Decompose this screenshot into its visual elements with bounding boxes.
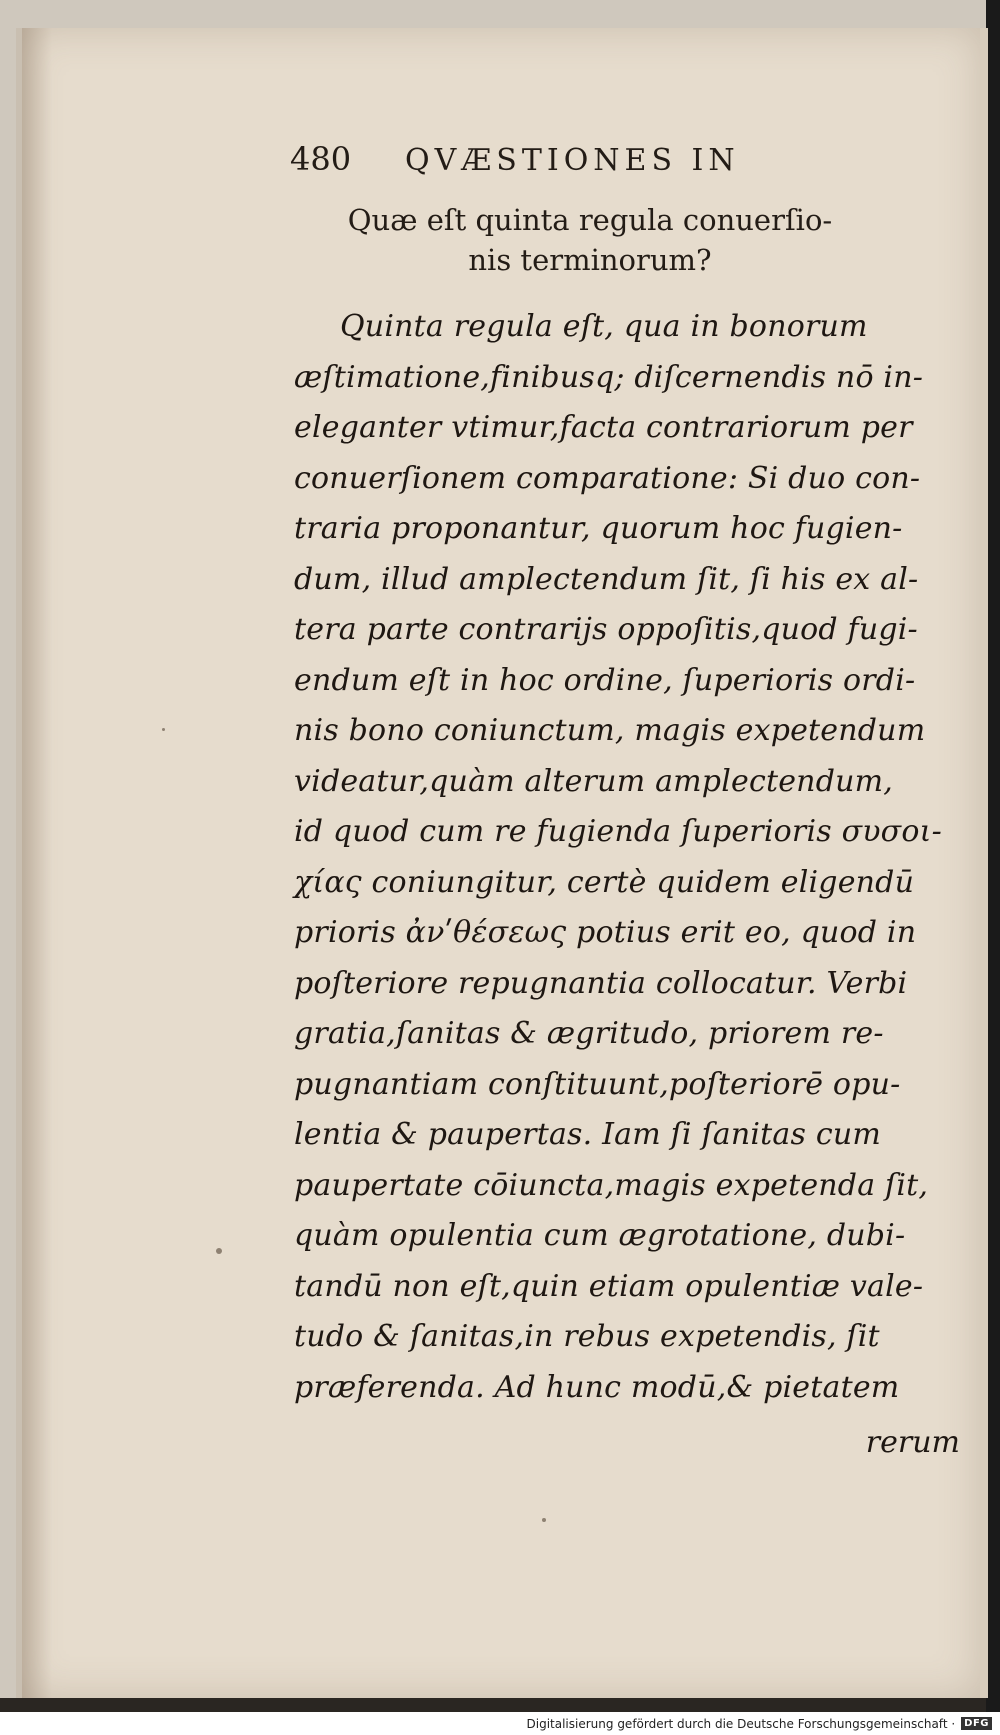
catchword: rerum [865,1425,960,1460]
text-line: gratia,ſanitas & ægritudo, priorem re- [294,1016,884,1051]
text-line: eleganter vtimur,facta contrariorum per [294,410,913,445]
text-line: χίας coniungitur, certè quidem eligendū [294,864,915,900]
paper-spot [162,728,165,731]
text-line: nis bono coniunctum, magis expetendum [294,713,926,748]
digitization-footer [0,1712,1000,1735]
question-line: Quæ eſt quinta regula conuerſio- [347,203,833,237]
scanner-edge-right [986,0,1000,1735]
text-line: tudo & ſanitas,in rebus expetendis, ſit [294,1319,880,1354]
question-heading [340,200,840,280]
running-header [290,140,850,186]
text-line: traria proponantur, quorum hoc fugien- [294,511,903,546]
question-line: nis terminorum? [468,243,712,277]
text-line: tera parte contrarijs oppoſitis,quod fugi- [294,612,918,647]
text-line: tandū non eſt,quin etiam opulentiæ vale- [294,1268,924,1304]
text-line: pugnantiam conſtituunt,poſteriorē opu- [294,1066,901,1102]
text-line: endum eſt in hoc ordine, ſuperioris ordi- [294,662,916,698]
page-number: 480 [290,140,352,178]
text-line: Quinta regula eſt, qua in bonorum [340,309,868,344]
paper-spot [542,1518,546,1522]
footer-credit: Digitalisierung gefördert durch die Deutsche Forschungsgemeinschaft · [526,1716,956,1731]
text-line: paupertate cōiuncta,magis expetenda ſit, [294,1167,929,1203]
text-line: videatur,quàm alterum amplectendum, [294,763,894,799]
text-line: præferenda. Ad hunc modū,& pietatem [294,1369,900,1405]
running-title: QVÆSTIONES IN [405,143,740,178]
scanner-edge-bottom [0,1698,986,1712]
text-line: dum, illud amplectendum ſit, ſi his ex al- [294,561,919,597]
text-line: æſtimatione,finibusq; diſcernendis nō in- [294,359,924,395]
text-line: poſteriore repugnantia collocatur. Verbi [294,965,908,1001]
text-line: conuerſionem comparatione: Si duo con- [294,460,921,496]
text-line: quàm opulentia cum ægrotatione, dubi- [294,1218,906,1253]
text-line: lentia & paupertas. Iam ſi ſanitas cum [294,1117,882,1152]
paper-spot [216,1248,222,1254]
text-line: prioris ἀνʹθέσεως potius erit eo, quod in [294,915,917,950]
dfg-logo-icon: DFG [961,1717,992,1730]
body-text [294,302,954,1413]
text-line: id quod cum re fugienda ſuperioris συσοι- [294,814,942,849]
